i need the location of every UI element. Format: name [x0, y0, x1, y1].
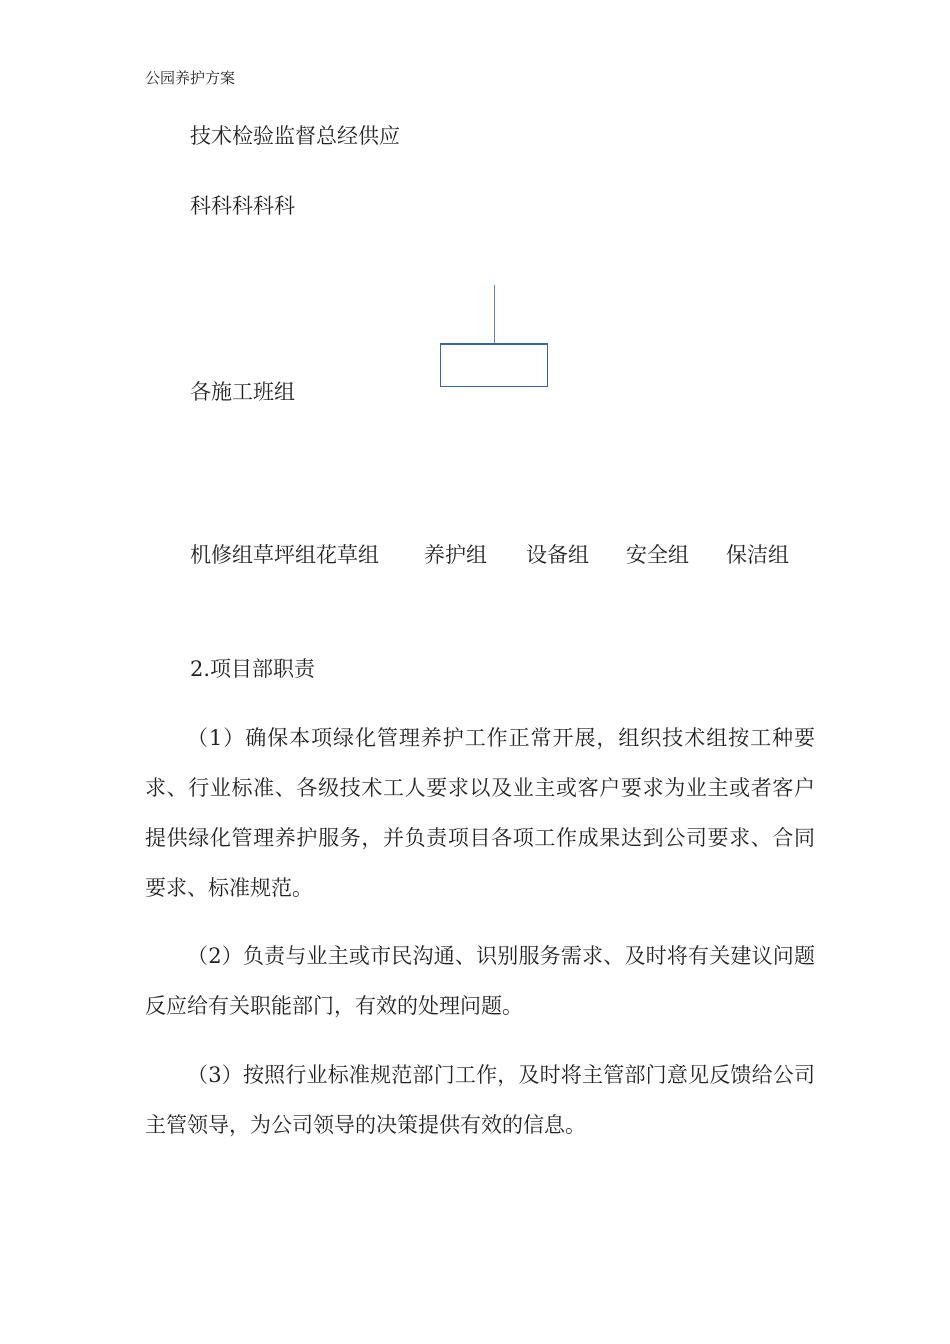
org-chart-group: 机修组草坪组花草组 — [190, 543, 379, 567]
org-chart-groups-row — [0, 540, 950, 570]
org-chart-box — [440, 343, 548, 387]
org-chart-group: 保洁组 — [726, 543, 789, 567]
paragraph: （1）确保本项绿化管理养护工作正常开展，组织技术组按工种要求、行业标准、各级技术工人要求以及业主或客户要求为业主或者客户提供绿化管理养护服务，并负责项目各项工作成果达到公司要求、合同要求、标准规范。 — [145, 726, 815, 900]
paragraph: （3）按照行业标准规范部门工作，及时将主管部门意见反馈给公司主管领导，为公司领导的决策提供有效的信息。 — [145, 1063, 815, 1137]
org-chart-teams-label: 各施工班组 — [190, 380, 295, 404]
page-header-title: 公园养护方案 — [145, 69, 236, 87]
section-heading: 2.项目部职责 — [190, 657, 316, 681]
org-chart-connector-line — [494, 285, 495, 343]
org-chart-departments-row: 技术检验监督总经供应 — [190, 124, 400, 148]
org-chart-sections-row: 科科科科科 — [190, 194, 295, 218]
paragraph: （2）负责与业主或市民沟通、识别服务需求、及时将有关建议问题反应给有关职能部门，有效的处理问题。 — [145, 944, 815, 1018]
org-chart-group: 设备组 — [526, 543, 589, 567]
org-chart-group: 安全组 — [626, 543, 689, 567]
org-chart-group: 养护组 — [424, 543, 487, 567]
